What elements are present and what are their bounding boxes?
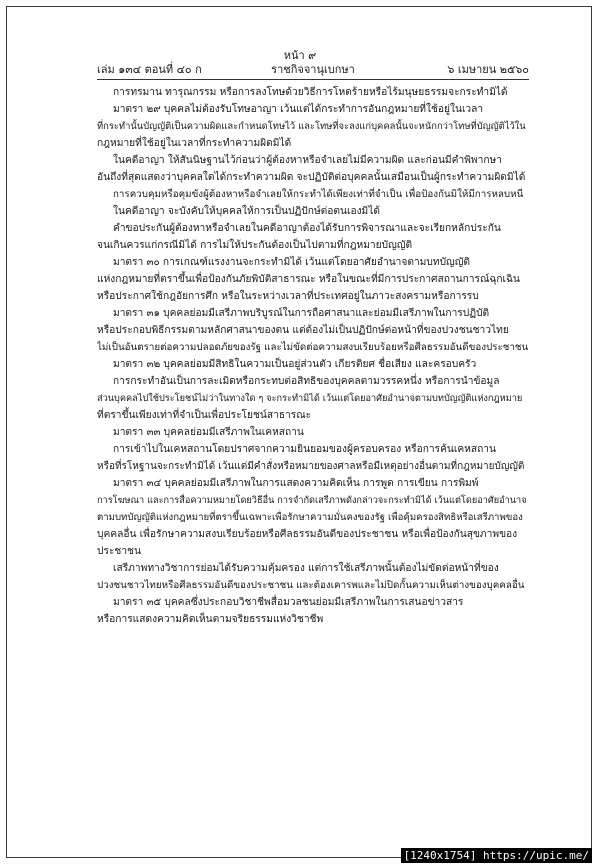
text-line: คำขอประกันผู้ต้องหาหรือจำเลยในคดีอาญาต้องได้รับการพิจารณาและจะเรียกหลักประกัน xyxy=(113,223,501,234)
text-line: มาตรา ๓๕ บุคคลซึ่งประกอบวิชาชีพสื่อมวลชนย่อมมีเสรีภาพในการเสนอข่าวสาร xyxy=(113,597,464,608)
text-line: ในคดีอาญา ให้สันนิษฐานไว้ก่อนว่าผู้ต้องหาหรือจำเลยไม่มีความผิด และก่อนมีคำพิพากษา xyxy=(113,155,502,166)
publication-date: ๖ เมษายน ๒๕๖๐ xyxy=(447,63,529,76)
text-line: ปวงชนชาวไทยหรือศีลธรรมอันดีของประชาชน และต้องเคารพและไม่ปิดกั้นความเห็นต่างของบุคคลอื่น xyxy=(97,580,525,591)
text-line: การกระทำอันเป็นการละเมิดหรือกระทบต่อสิทธิของบุคคลตามวรรคหนึ่ง หรือการนำข้อมูล xyxy=(113,376,500,387)
text-line: ตามบทบัญญัติแห่งกฎหมายที่ตราขึ้นเฉพาะเพื่อรักษาความมั่นคงของรัฐ เพื่อคุ้มครองสิทธิหรือเสรีภาพของ xyxy=(97,512,523,523)
text-line: กฎหมายที่ใช้อยู่ในเวลาที่กระทำความผิดมิได้ xyxy=(97,138,292,149)
text-line: หรือที่รโหฐานจะกระทำมิได้ เว้นแต่มีคำสั่งหรือหมายของศาลหรือมีเหตุอย่างอื่นตามที่กฎหมายบัญญัติ xyxy=(97,461,525,472)
text-line: ที่กระทำนั้นบัญญัติเป็นความผิดและกำหนดโทษไว้ และโทษที่จะลงแก่บุคคลนั้นจะหนักกว่าโทษที่บัญญัติไว้ใน xyxy=(97,121,526,132)
text-line: หรือประกอบพิธีกรรมตามหลักศาสนาของตน แต่ต้องไม่เป็นปฏิปักษ์ต่อหน้าที่ของปวงชนชาวไทย xyxy=(97,325,509,336)
gazette-title: ราชกิจจานุเบกษา xyxy=(271,63,355,76)
text-line: อันถึงที่สุดแสดงว่าบุคคลใดได้กระทำความผิด จะปฏิบัติต่อบุคคลนั้นเสมือนเป็นผู้กระทำความผิดมิได้ xyxy=(97,172,526,183)
text-line: มาตรา ๓๒ บุคคลย่อมมีสิทธิในความเป็นอยู่ส่วนตัว เกียรติยศ ชื่อเสียง และครอบครัว xyxy=(113,359,477,370)
document-body xyxy=(97,84,529,628)
text-line: จนเกินควรแก่กรณีมิได้ การไม่ให้ประกันต้องเป็นไปตามที่กฎหมายบัญญัติ xyxy=(97,240,413,251)
text-line: ไม่เป็นอันตรายต่อความปลอดภัยของรัฐ และไม่ขัดต่อความสงบเรียบร้อยหรือศีลธรรมอันดีของประชาชน xyxy=(97,342,529,353)
text-line: ประชาชน xyxy=(97,546,141,557)
text-line: ในคดีอาญา จะบังคับให้บุคคลให้การเป็นปฏิปักษ์ต่อตนเองมิได้ xyxy=(113,206,381,217)
text-line: มาตรา ๒๙ บุคคลไม่ต้องรับโทษอาญา เว้นแต่ได้กระทำการอันกฎหมายที่ใช้อยู่ในเวลา xyxy=(113,104,484,115)
text-line: แห่งกฎหมายที่ตราขึ้นเพื่อป้องกันภัยพิบัติสาธารณะ หรือในขณะที่มีการประกาศสถานการณ์ฉุกเฉิน xyxy=(97,274,520,285)
text-line: ส่วนบุคคลไปใช้ประโยชน์ไม่ว่าในทางใด ๆ จะกระทำมิได้ เว้นแต่โดยอาศัยอำนาจตามบทบัญญัติแห่งกฎหมาย xyxy=(97,393,523,404)
text-line: มาตรา ๓๓ บุคคลย่อมมีเสรีภาพในเคหสถาน xyxy=(113,427,304,438)
text-line: เสรีภาพทางวิชาการย่อมได้รับความคุ้มครอง แต่การใช้เสรีภาพนั้นต้องไม่ขัดต่อหน้าที่ของ xyxy=(113,563,499,574)
text-line: หรือประกาศใช้กฎอัยการศึก หรือในระหว่างเวลาที่ประเทศอยู่ในภาวะสงครามหรือการรบ xyxy=(97,291,479,302)
resolution-watermark: [1240x1754] https://upic.me/ xyxy=(401,848,592,863)
text-line: การควบคุมหรือคุมขังผู้ต้องหาหรือจำเลยให้กระทำได้เพียงเท่าที่จำเป็น เพื่อป้องกันมิให้มีการหลบหนี xyxy=(113,189,524,200)
page-number: หน้า ๙ xyxy=(283,49,317,62)
text-line: มาตรา ๓๑ บุคคลย่อมมีเสรีภาพบริบูรณ์ในการถือศาสนาและย่อมมีเสรีภาพในการปฏิบัติ xyxy=(113,308,490,319)
text-line: การโฆษณา และการสื่อความหมายโดยวิธีอื่น การจำกัดเสรีภาพดังกล่าวจะกระทำมิได้ เว้นแต่โดยอาศัยอำนาจ xyxy=(97,495,527,506)
text-line: การทรมาน ทารุณกรรม หรือการลงโทษด้วยวิธีการโหดร้ายหรือไร้มนุษยธรรมจะกระทำมิได้ xyxy=(113,87,508,98)
text-line: มาตรา ๓๐ การเกณฑ์แรงงานจะกระทำมิได้ เว้นแต่โดยอาศัยอำนาจตามบทบัญญัติ xyxy=(113,257,471,268)
text-line: หรือการแสดงความคิดเห็นตามจริยธรรมแห่งวิชาชีพ xyxy=(97,614,324,625)
text-line: ที่ตราขึ้นเพียงเท่าที่จำเป็นเพื่อประโยชน์สาธารณะ xyxy=(97,410,312,421)
volume-issue: เล่ม ๑๓๔ ตอนที่ ๔๐ ก xyxy=(97,63,202,76)
gazette-header xyxy=(97,60,529,74)
text-line: มาตรา ๓๔ บุคคลย่อมมีเสรีภาพในการแสดงความคิดเห็น การพูด การเขียน การพิมพ์ xyxy=(113,478,479,489)
text-line: การเข้าไปในเคหสถานโดยปราศจากความยินยอมของผู้ครอบครอง หรือการค้นเคหสถาน xyxy=(113,444,496,455)
text-line: บุคคลอื่น เพื่อรักษาความสงบเรียบร้อยหรือศีลธรรมอันดีของประชาชน หรือเพื่อป้องกันสุขภาพของ xyxy=(97,529,518,540)
header-divider xyxy=(97,79,529,80)
